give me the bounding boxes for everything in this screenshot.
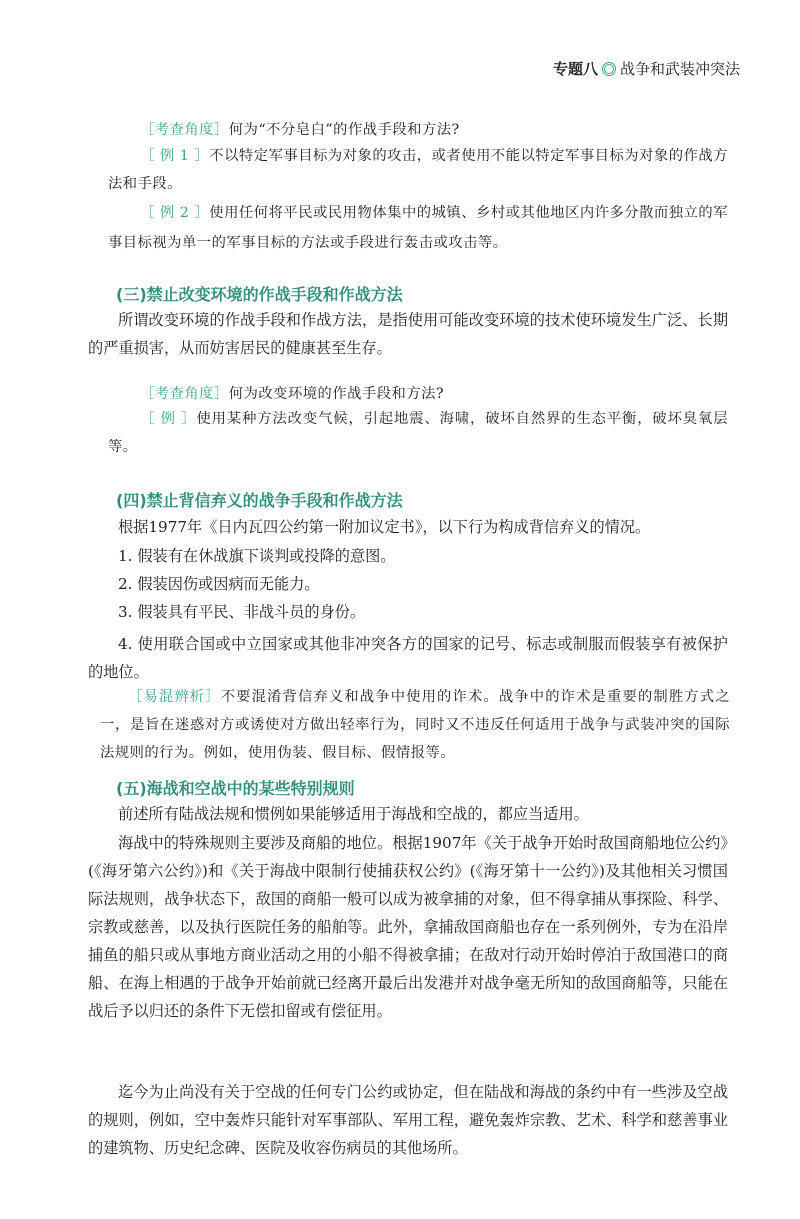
example-tag: ［ 例 1 ］: [140, 148, 210, 164]
exam-angle-tag: ［考查角度］: [140, 386, 229, 402]
list-item: 4. 使用联合国或中立国家或其他非冲突各方的国家的记号、标志或制服而假装享有被保护的地位。: [88, 635, 728, 681]
example-tag: ［ 例 2 ］: [140, 205, 210, 221]
section-heading: (三)禁止改变环境的作战手段和作战方法: [116, 285, 403, 304]
exam-angle-block: [140, 116, 730, 144]
double-circle-icon: [602, 62, 616, 76]
body-paragraph: 根据1977年《日内瓦四公约第一附加议定书》，以下行为构成背信弃义的情况。: [118, 518, 651, 536]
body-paragraph: 所谓改变环境的作战手段和作战方法，是指使用可能改变环境的技术使环境发生广泛、长期的严重损害，从而妨害居民的健康甚至生存。: [88, 311, 728, 357]
chapter-label: 专题八: [552, 60, 598, 78]
chapter-title: 战争和武装冲突法: [619, 60, 740, 78]
exam-angle-text: 何为改变环境的作战手段和方法?: [228, 386, 445, 402]
running-header: [553, 58, 740, 79]
confusion-text: 不要混淆背信弃义和战争中使用的诈术。战争中的诈术是重要的制胜方式之一，是旨在迷惑对方或诱使对方做出轻率行为，同时又不违反任何适用于战争与武装冲突的国际法规则的行为。例如，使用伪装、假目标、假情报等。: [100, 689, 730, 761]
example-tag: ［ 例 ］: [140, 411, 197, 427]
list-item: 1. 假装有在休战旗下谈判或投降的意图。: [118, 547, 396, 565]
example-block: [108, 405, 728, 461]
body-paragraph: 迄今为止尚没有关于空战的任何专门公约或协定，但在陆战和海战的条约中有一些涉及空战的规则，例如，空中轰炸只能针对军事部队、军用工程，避免轰炸宗教、艺术、科学和慈善事业的建筑物、历史纪念碑、医院及收容伤病员的其他场所。: [88, 1083, 728, 1157]
confusion-tag: ［易混辨析］: [128, 689, 221, 705]
exam-angle-block: [140, 380, 730, 408]
example-block: [108, 142, 728, 198]
section-heading: (五)海战和空战中的某些特别规则: [116, 779, 355, 798]
list-item: 3. 假装具有平民、非战斗员的身份。: [118, 603, 366, 621]
exam-angle-text: 何为“不分皂白”的作战手段和方法?: [228, 122, 460, 138]
body-paragraph: 前述所有陆战法规和惯例如果能够适用于海战和空战的，都应当适用。: [118, 805, 589, 823]
list-item: 2. 假装因伤或因病而无能力。: [118, 575, 320, 593]
example-text: 使用任何将平民或民用物体集中的城镇、乡村或其他地区内许多分散而独立的军事目标视为单一的军事目标的方法或手段进行轰击或攻击等。: [108, 205, 729, 251]
section-heading: (四)禁止背信弃义的战争手段和作战方法: [116, 491, 403, 510]
example-block: [108, 198, 728, 258]
body-paragraph: 海战中的特殊规则主要涉及商船的地位。根据1907年《关于战争开始时敌国商船地位公约》(《海牙第六公约》)和《关于海战中限制行使捕获权公约》(《海牙第十一公约》)及其他相关习惯国际法规则，战争状态下，敌国的商船一般可以成为被拿捕的对象，但不得拿捕从事探险、科学、宗教或慈善，以及执行医院任务的船舶等。此外，拿捕敌国商船也存在一系列例外，专为在沿岸捕鱼的船只或从事地方商业活动之用的小船不得被拿捕；在敌对行动开始时停泊于敌国港口的商船、在海上相遇的于战争开始前就已经离开最后出发港并对战争毫无所知的敌国商船等，只能在战后予以归还的条件下无偿扣留或有偿征用。: [88, 834, 728, 1020]
confusion-block: [100, 683, 730, 767]
exam-angle-tag: ［考查角度］: [140, 122, 229, 138]
example-text: 使用某种方法改变气候，引起地震、海啸，破坏自然界的生态平衡，破坏臭氧层等。: [108, 411, 728, 455]
example-text: 不以特定军事目标为对象的攻击，或者使用不能以特定军事目标为对象的作战方法和手段。: [108, 148, 729, 192]
